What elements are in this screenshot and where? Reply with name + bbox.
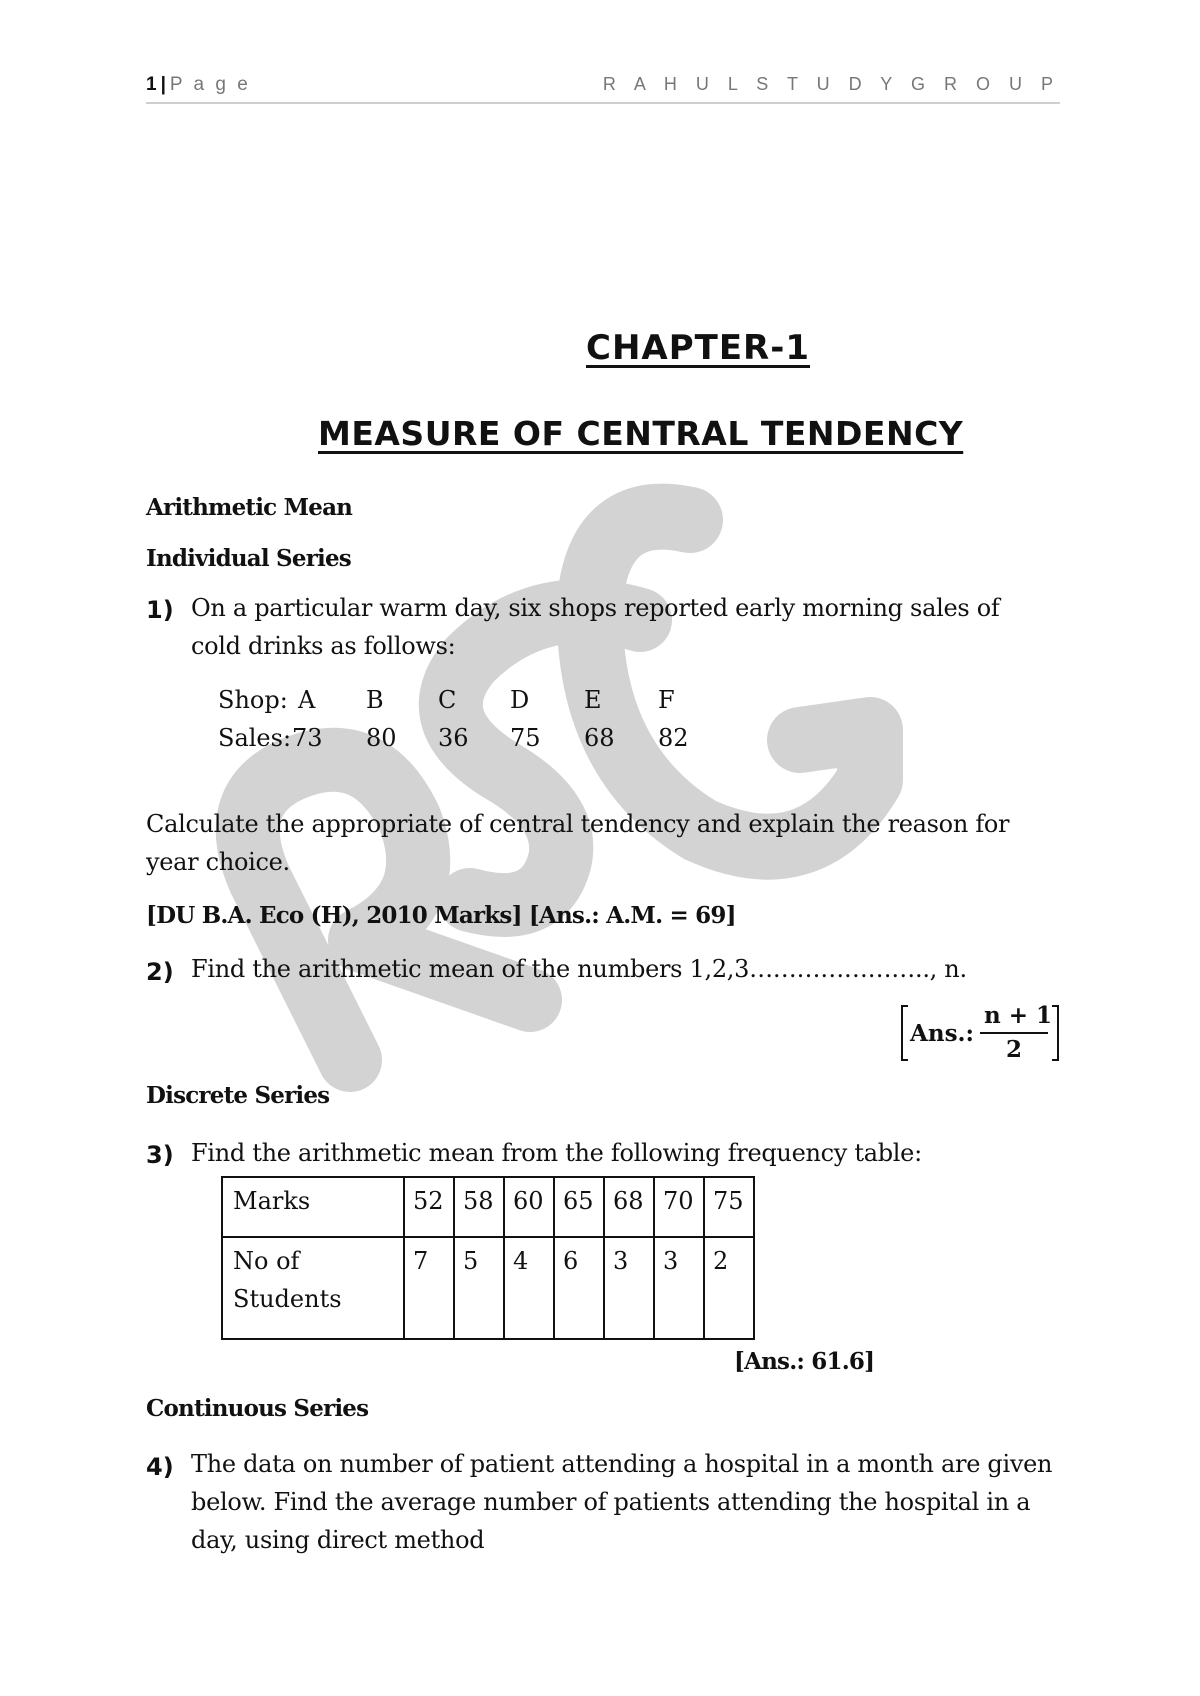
marks-cell: 75 [704,1177,754,1237]
q3-text: Find the arithmetic mean from the following frequency table: [191,1139,922,1167]
students-cell: 3 [604,1237,654,1339]
students-cell: 4 [504,1237,554,1339]
frequency-table [221,1176,755,1340]
sales-e: 68 [584,724,615,752]
page-header [146,72,1060,104]
q3-answer: [Ans.: 61.6] [734,1348,875,1375]
q2-text: Find the arithmetic mean of the numbers 1,2,3………………….., n. [191,955,967,983]
sales-a: 73 [292,724,323,752]
page-number-label [146,74,251,96]
students-label-line-2: Students [233,1285,342,1313]
students-label-line-1: No of [233,1247,300,1275]
students-cell: 5 [454,1237,504,1339]
marks-cell: 58 [454,1177,504,1237]
sales-row [218,724,738,760]
marks-cell: 70 [654,1177,704,1237]
page-number: 1 [146,74,157,95]
shop-label: Shop: [218,686,288,714]
shop-f: F [658,686,675,714]
header-separator: | [160,74,166,95]
students-cell: 6 [554,1237,604,1339]
sales-b: 80 [366,724,397,752]
heading-continuous-series: Continuous Series [146,1395,369,1422]
shop-d: D [510,686,530,714]
marks-cell: 65 [554,1177,604,1237]
q1-line-1: On a particular warm day, six shops reported early morning sales of [191,594,1000,622]
q1-source-answer: [DU B.A. Eco (H), 2010 Marks] [Ans.: A.M. = 69] [146,902,736,929]
table-row [222,1177,754,1237]
shop-b: B [366,686,384,714]
q4-line-2: below. Find the average number of patients attending the hospital in a [191,1488,1031,1516]
question-number-3: 3) [146,1141,174,1169]
question-number-4: 4) [146,1453,174,1481]
students-cell: 3 [654,1237,704,1339]
students-label [222,1237,404,1339]
q4-line-1: The data on number of patient attending a hospital in a month are given [191,1450,1053,1478]
question-number-1: 1) [146,596,174,624]
shop-c: C [438,686,457,714]
chapter-subtitle: MEASURE OF CENTRAL TENDENCY [318,414,964,453]
fraction-numerator: n + 1 [984,1002,1053,1029]
sales-c: 36 [438,724,469,752]
shop-a: A [298,686,316,714]
marks-cell: 60 [504,1177,554,1237]
watermark-letter-g [590,517,870,847]
group-name: R A H U L S T U D Y G R O U P [602,74,1060,94]
heading-individual-series: Individual Series [146,545,351,572]
students-cell: 2 [704,1237,754,1339]
ans-label: Ans.: [910,1020,975,1047]
q1-calc-line-2: year choice. [146,848,290,876]
q2-answer-fraction [898,1002,1062,1064]
students-cell: 7 [404,1237,454,1339]
q1-line-2: cold drinks as follows: [191,632,456,660]
marks-label: Marks [222,1177,404,1237]
q4-line-3: day, using direct method [191,1526,485,1554]
table-row [222,1237,754,1339]
heading-arithmetic-mean: Arithmetic Mean [146,494,353,521]
sales-label: Sales: [218,724,292,752]
shop-row [218,686,738,722]
fraction-denominator: 2 [1006,1036,1023,1063]
question-number-2: 2) [146,958,174,986]
sales-d: 75 [510,724,541,752]
q1-calc-line-1: Calculate the appropriate of central tendency and explain the reason for [146,810,1010,838]
chapter-title: CHAPTER-1 [586,328,811,368]
sales-f: 82 [658,724,689,752]
marks-cell: 52 [404,1177,454,1237]
page-label: P a g e [169,74,251,95]
marks-cell: 68 [604,1177,654,1237]
shop-e: E [584,686,602,714]
heading-discrete-series: Discrete Series [146,1082,330,1109]
